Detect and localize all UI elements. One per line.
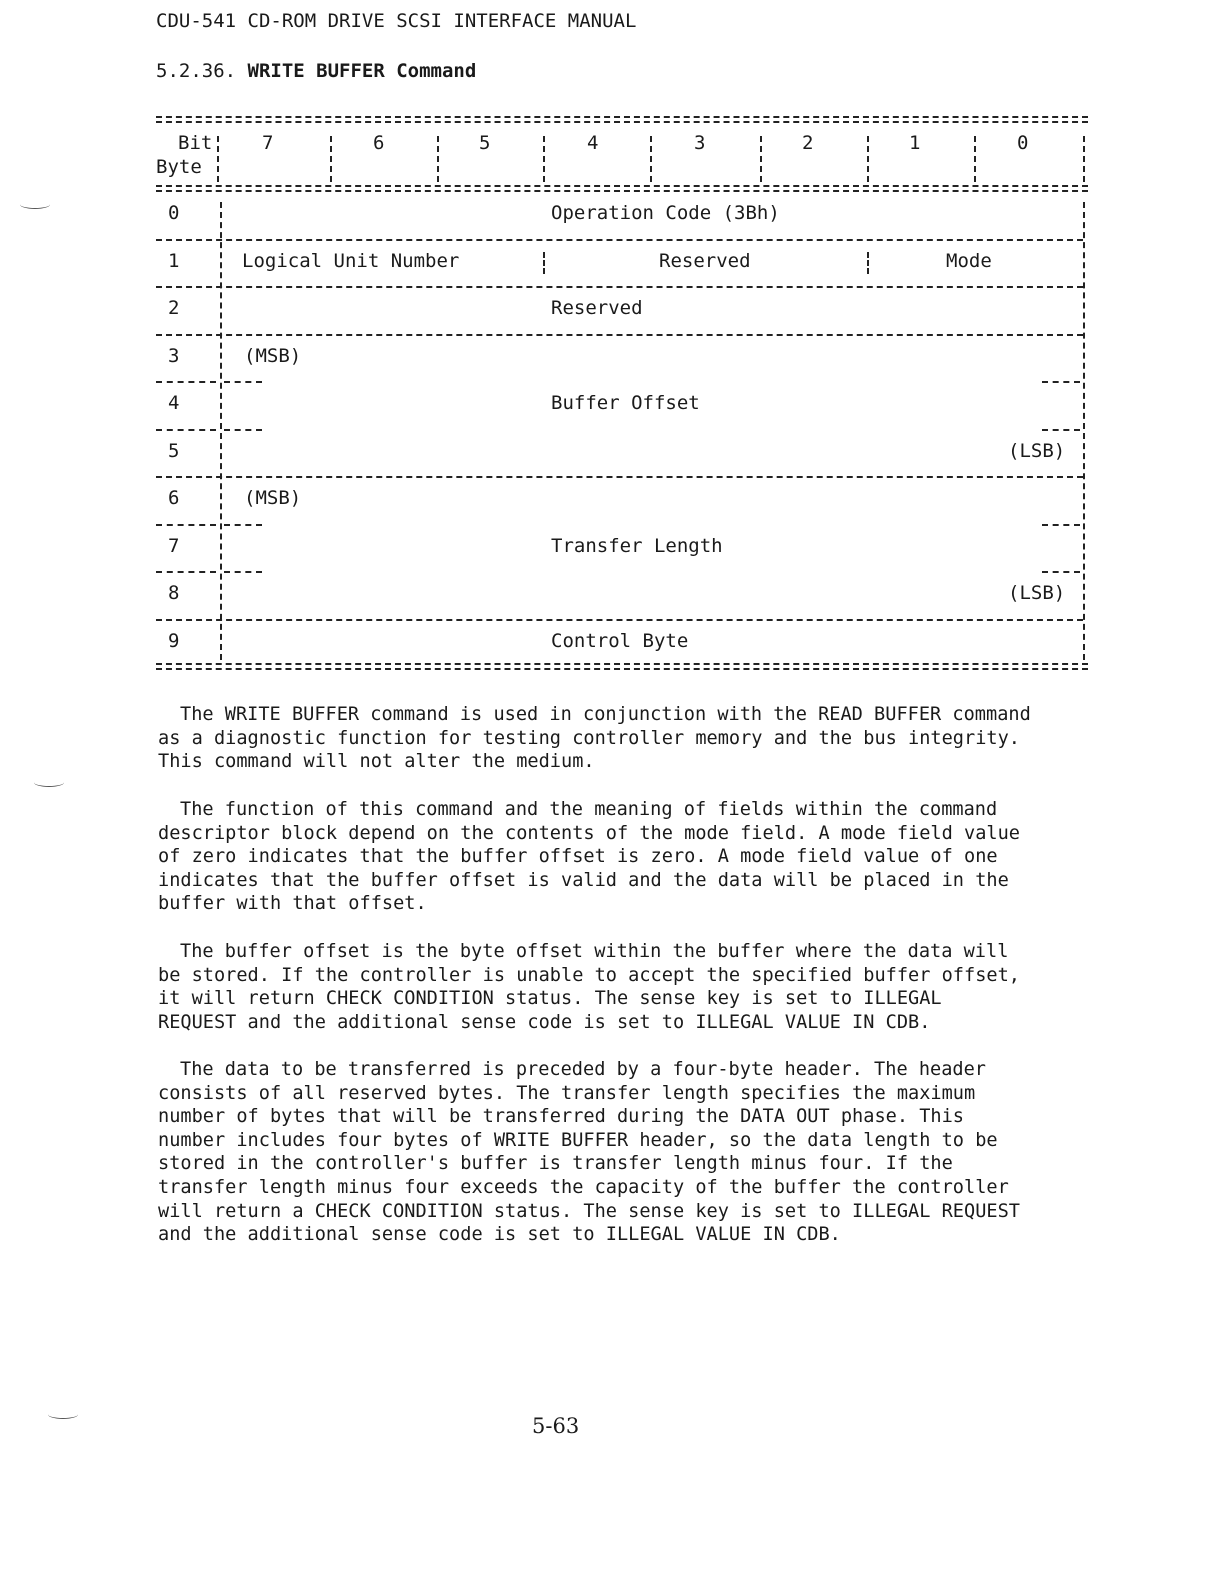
header-separator xyxy=(543,136,545,182)
lun-field: Logical Unit Number xyxy=(242,250,460,272)
msb-label: (MSB) xyxy=(244,487,302,509)
header-separator xyxy=(974,136,976,182)
msb-label: (MSB) xyxy=(244,345,302,367)
buffer-offset-field: Buffer Offset xyxy=(551,392,700,414)
table-header-rule xyxy=(156,185,1088,192)
byte-3: 3 xyxy=(168,345,180,367)
row-separator xyxy=(156,286,1083,288)
byte-0: 0 xyxy=(168,202,180,224)
lsb-label: (LSB) xyxy=(1008,440,1066,462)
page-header: CDU-541 CD-ROM DRIVE SCSI INTERFACE MANUAL xyxy=(156,10,637,32)
row-stub xyxy=(224,381,262,383)
page-number: 5-63 xyxy=(532,1414,580,1438)
reserved-field: Reserved xyxy=(659,250,751,272)
byte-2: 2 xyxy=(168,297,180,319)
lsb-label: (LSB) xyxy=(1008,582,1066,604)
right-border xyxy=(1083,202,1085,660)
field-separator xyxy=(867,252,869,274)
paragraph-1: The WRITE BUFFER command is used in conjunction with the READ BUFFER command as a diagnostic function for testing controller memory and the bus integrity. This command will not alter the medium. xyxy=(158,704,1031,773)
byte-8: 8 xyxy=(168,582,180,604)
byte-4: 4 xyxy=(168,392,180,414)
reserved-byte-2: Reserved xyxy=(551,297,643,319)
row-stub xyxy=(224,571,262,573)
header-separator xyxy=(760,136,762,182)
binder-mark xyxy=(34,778,64,787)
byte-5: 5 xyxy=(168,440,180,462)
header-separator xyxy=(650,136,652,182)
cdb-table xyxy=(156,108,1090,678)
bit-4: 4 xyxy=(587,132,599,154)
binder-mark xyxy=(48,1410,78,1419)
section-title: WRITE BUFFER Command xyxy=(247,60,477,82)
header-separator xyxy=(437,136,439,182)
byte-column-border xyxy=(220,202,222,660)
row-separator xyxy=(156,239,1083,241)
row-stub xyxy=(224,429,262,431)
section-heading xyxy=(156,60,476,82)
row-separator xyxy=(156,524,216,526)
bit-6: 6 xyxy=(373,132,385,154)
row-stub xyxy=(1042,429,1080,431)
byte-7: 7 xyxy=(168,535,180,557)
row-separator xyxy=(156,476,1083,478)
row-separator xyxy=(156,429,216,431)
byte-6: 6 xyxy=(168,487,180,509)
bit-3: 3 xyxy=(694,132,706,154)
byte-label: Byte xyxy=(156,156,202,178)
bit-2: 2 xyxy=(802,132,814,154)
header-separator xyxy=(867,136,869,182)
table-top-rule xyxy=(156,116,1088,123)
row-separator xyxy=(156,619,1083,621)
bit-label: Bit xyxy=(178,132,213,154)
paragraph-4: The data to be transferred is preceded by a four-byte header. The header consists of all reserved bytes. The transfer length specifies the maximum number of bytes that will be transferred during the DATA OUT phase. This number includes four bytes of WRITE BUFFER header, so the data length to be stored in the controller's buffer is transfer length minus four. If the transfer length minus four exceeds the capacity of the buffer the controller will return a CHECK CONDITION status. The sense key is set to ILLEGAL REQUEST and the additional sense code is set to ILLEGAL VALUE IN CDB. xyxy=(158,1059,1020,1246)
row-separator xyxy=(156,571,216,573)
row-separator xyxy=(156,334,1083,336)
row-stub xyxy=(224,524,262,526)
header-separator xyxy=(1083,136,1085,182)
field-separator xyxy=(543,252,545,274)
bit-7: 7 xyxy=(262,132,274,154)
operation-code-field: Operation Code (3Bh) xyxy=(551,202,780,224)
bit-1: 1 xyxy=(909,132,921,154)
bit-0: 0 xyxy=(1017,132,1029,154)
section-number: 5.2.36. xyxy=(156,60,237,82)
row-stub xyxy=(1042,524,1080,526)
row-stub xyxy=(1042,381,1080,383)
binder-mark xyxy=(20,200,50,209)
control-byte-field: Control Byte xyxy=(551,630,689,652)
header-separator xyxy=(217,136,219,182)
byte-9: 9 xyxy=(168,630,180,652)
row-separator xyxy=(156,381,216,383)
bit-5: 5 xyxy=(479,132,491,154)
byte-1: 1 xyxy=(168,250,180,272)
table-bottom-rule xyxy=(156,663,1088,670)
paragraph-3: The buffer offset is the byte offset within the buffer where the data will be stored. If the controller is unable to accept the specified buffer offset, it will return CHECK CONDITION status. The sense key is set to ILLEGAL REQUEST and the additional sense code is set to ILLEGAL VALUE IN CDB. xyxy=(158,941,1020,1033)
row-stub xyxy=(1042,571,1080,573)
mode-field: Mode xyxy=(946,250,992,272)
header-separator xyxy=(330,136,332,182)
paragraph-2: The function of this command and the meaning of fields within the command descriptor block depend on the contents of the mode field. A mode field value of zero indicates that the buffer offset is zero. A mode field value of one indicates that the buffer offset is valid and the data will be placed in the buffer with that offset. xyxy=(158,799,1020,915)
transfer-length-field: Transfer Length xyxy=(551,535,723,557)
